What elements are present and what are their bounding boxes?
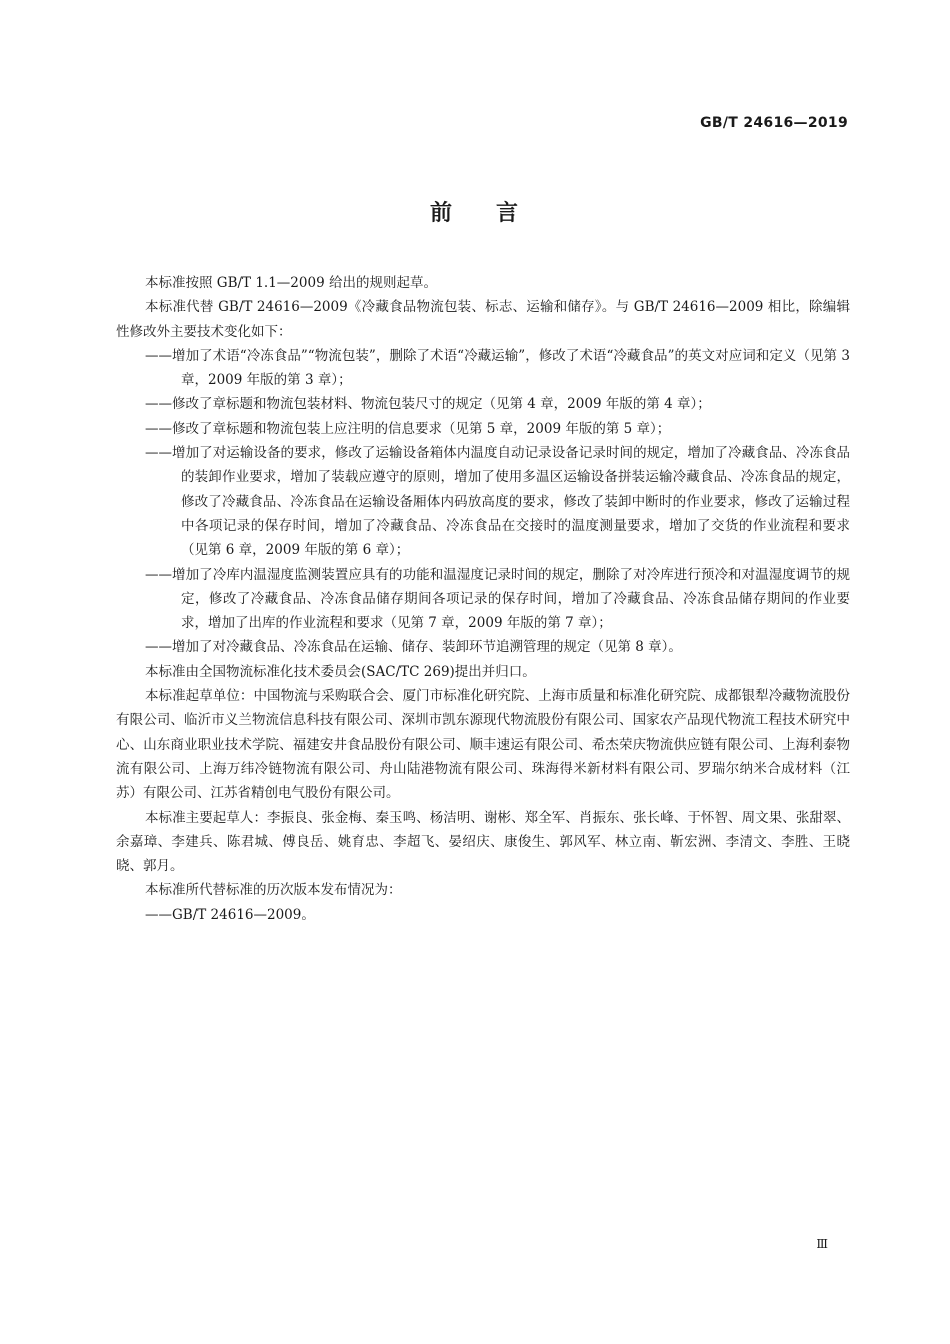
- paragraph-drafting-rules: 本标准按照 GB/T 1.1—2009 给出的规则起草。: [145, 275, 437, 291]
- history-item: ——GB/T 24616—2009。: [145, 906, 315, 923]
- paragraph-proposer: 本标准由全国物流标准化技术委员会(SAC/TC 269)提出并归口。: [145, 663, 536, 680]
- title-char-2: 言: [496, 201, 521, 226]
- paragraph-drafters: 本标准主要起草人：李振良、张金梅、秦玉鸣、杨洁明、谢彬、郑全军、肖振东、张长峰、于怀智、周文果、张甜翠、余嘉璋、李建兵、陈君城、傅良岳、姚育忠、李超飞、晏绍庆、康俊生、郭风军、林立南、靳宏洲、李清文、李胜、王晓晓、郭月。: [116, 809, 850, 875]
- paragraph-drafting-units: 本标准起草单位：中国物流与采购联合会、厦门市标准化研究院、上海市质量和标准化研究院、成都银犁冷藏物流股份有限公司、临沂市义兰物流信息科技有限公司、深圳市凯东源现代物流股份有限公司、国家农产品现代物流工程技术研究中心、山东商业职业技术学院、福建安井食品股份有限公司、顺丰速运有限公司、希杰荣庆物流供应链有限公司、上海利泰物流有限公司、上海万纬冷链物流有限公司、舟山陆港物流有限公司、珠海得米新材料有限公司、罗瑞尔纳米合成材料（江苏）有限公司、江苏省精创电气股份有限公司。: [116, 688, 850, 802]
- change-item: ——增加了对冷藏食品、冷冻食品在运输、储存、装卸环节追溯管理的规定（见第 8 章）。: [145, 639, 682, 656]
- change-item: ——增加了冷库内温湿度监测装置应具有的功能和温湿度记录时间的规定，删除了对冷库进行预冷和对温湿度调节的规定，修改了冷藏食品、冷冻食品储存期间各项记录的保存时间，增加了冷藏食品、冷冻食品储存期间的作业要求，增加了出库的作业流程和要求（见第 7 章，2009 年版的第 7 章）；: [145, 566, 850, 632]
- standard-code: GB/T 24616—2019: [700, 115, 848, 131]
- page-number: Ⅲ: [816, 1237, 828, 1251]
- paragraph-replacement: 本标准代替 GB/T 24616—2009《冷藏食品物流包装、标志、运输和储存》。与 GB/T 24616—2009 相比，除编辑性修改外主要技术变化如下：: [116, 299, 850, 340]
- title-char-1: 前: [429, 201, 454, 226]
- paragraph-history-intro: 本标准所代替标准的历次版本发布情况为：: [145, 882, 402, 899]
- change-item: ——增加了对运输设备的要求，修改了运输设备箱体内温度自动记录设备记录时间的规定，增加了冷藏食品、冷冻食品的装卸作业要求，增加了装载应遵守的原则，增加了使用多温区运输设备拼装运输冷藏食品、冷冻食品的规定，修改了冷藏食品、冷冻食品在运输设备厢体内码放高度的要求，修改了装卸中断时的作业要求，修改了运输过程中各项记录的保存时间，增加了冷藏食品、冷冻食品在交接时的温度测量要求，增加了交货的作业流程和要求（见第 6 章，2009 年版的第 6 章）；: [145, 445, 850, 559]
- change-item: ——修改了章标题和物流包装上应注明的信息要求（见第 5 章，2009 年版的第 5 章）；: [145, 420, 671, 437]
- change-item: ——增加了术语“冷冻食品”“物流包装”，删除了术语“冷藏运输”，修改了术语“冷藏食品”的英文对应词和定义（见第 3 章，2009 年版的第 3 章）；: [145, 347, 850, 389]
- change-item: ——修改了章标题和物流包装材料、物流包装尺寸的规定（见第 4 章，2009 年版的第 4 章）；: [145, 396, 711, 413]
- foreword-body: [116, 271, 850, 927]
- page-title: [0, 196, 950, 227]
